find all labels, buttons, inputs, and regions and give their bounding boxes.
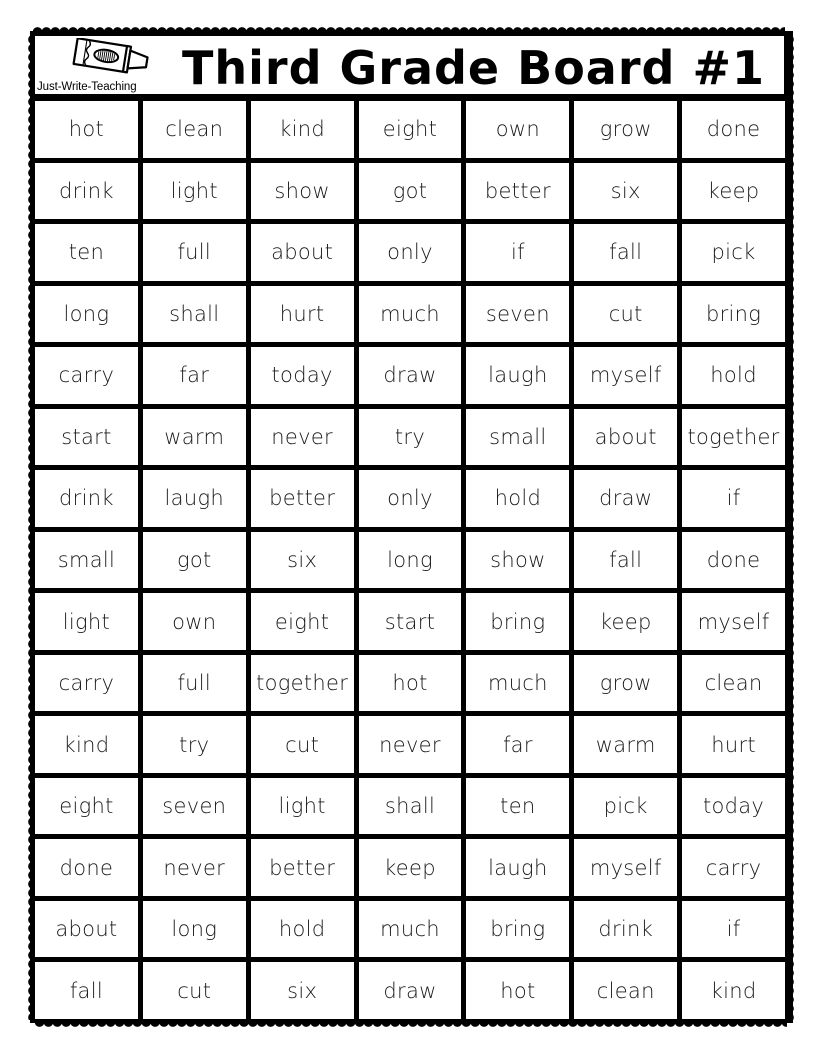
word-cell[interactable]: about [35, 901, 138, 958]
word-cell[interactable]: better [251, 470, 354, 527]
word-cell[interactable]: kind [35, 716, 138, 773]
word-cell[interactable]: myself [574, 347, 677, 404]
word-cell[interactable]: about [574, 409, 677, 466]
word-cell[interactable]: cut [251, 716, 354, 773]
word-cell[interactable]: start [359, 593, 462, 650]
word-cell[interactable]: if [682, 470, 785, 527]
word-cell[interactable]: carry [35, 347, 138, 404]
word-cell[interactable]: eight [251, 593, 354, 650]
word-cell[interactable]: hold [466, 470, 569, 527]
word-cell[interactable]: draw [359, 347, 462, 404]
word-cell[interactable]: small [35, 532, 138, 589]
word-cell[interactable]: much [359, 901, 462, 958]
word-cell[interactable]: carry [35, 655, 138, 712]
word-cell[interactable]: show [466, 532, 569, 589]
word-cell[interactable]: if [466, 224, 569, 281]
word-cell[interactable]: pick [682, 224, 785, 281]
word-cell[interactable]: fall [35, 962, 138, 1019]
word-cell[interactable]: kind [682, 962, 785, 1019]
word-cell[interactable]: seven [466, 286, 569, 343]
word-cell[interactable]: laugh [466, 839, 569, 896]
word-cell[interactable]: long [35, 286, 138, 343]
word-cell[interactable]: fall [574, 532, 677, 589]
word-cell[interactable]: keep [682, 163, 785, 220]
word-cell[interactable]: hold [251, 901, 354, 958]
word-cell[interactable]: keep [359, 839, 462, 896]
word-cell[interactable]: if [682, 901, 785, 958]
word-cell[interactable]: show [251, 163, 354, 220]
word-cell[interactable]: done [682, 532, 785, 589]
word-cell[interactable]: done [35, 839, 138, 896]
word-grid [35, 101, 785, 1019]
word-cell[interactable]: bring [466, 901, 569, 958]
word-cell[interactable]: together [682, 409, 785, 466]
word-cell[interactable]: shall [143, 286, 246, 343]
board-header [34, 35, 785, 95]
word-cell[interactable]: light [251, 778, 354, 835]
word-cell[interactable]: own [466, 101, 569, 158]
word-cell[interactable]: hot [359, 655, 462, 712]
word-cell[interactable]: carry [682, 839, 785, 896]
word-cell[interactable]: cut [574, 286, 677, 343]
word-cell[interactable]: together [251, 655, 354, 712]
word-cell[interactable]: clean [574, 962, 677, 1019]
word-cell[interactable]: hot [466, 962, 569, 1019]
word-cell[interactable]: drink [35, 470, 138, 527]
word-cell[interactable]: never [359, 716, 462, 773]
word-cell[interactable]: cut [143, 962, 246, 1019]
word-cell[interactable]: myself [682, 593, 785, 650]
word-cell[interactable]: shall [359, 778, 462, 835]
word-cell[interactable]: warm [143, 409, 246, 466]
word-cell[interactable]: laugh [143, 470, 246, 527]
word-cell[interactable]: kind [251, 101, 354, 158]
word-cell[interactable]: full [143, 655, 246, 712]
word-cell[interactable]: hold [682, 347, 785, 404]
word-cell[interactable]: clean [682, 655, 785, 712]
word-cell[interactable]: hurt [251, 286, 354, 343]
word-cell[interactable]: only [359, 470, 462, 527]
page-title: Third Grade Board #1 [181, 41, 766, 95]
word-cell[interactable]: draw [574, 470, 677, 527]
word-cell[interactable]: far [143, 347, 246, 404]
word-cell[interactable]: hurt [682, 716, 785, 773]
word-cell[interactable]: better [466, 163, 569, 220]
word-cell[interactable]: seven [143, 778, 246, 835]
word-cell[interactable]: eight [359, 101, 462, 158]
word-cell[interactable]: fall [574, 224, 677, 281]
word-cell[interactable]: start [35, 409, 138, 466]
word-cell[interactable]: six [251, 962, 354, 1019]
word-cell[interactable]: try [143, 716, 246, 773]
word-cell[interactable]: better [251, 839, 354, 896]
word-cell[interactable]: try [359, 409, 462, 466]
word-cell[interactable]: hot [35, 101, 138, 158]
word-cell[interactable]: light [35, 593, 138, 650]
word-cell[interactable]: six [574, 163, 677, 220]
word-cell[interactable]: small [466, 409, 569, 466]
word-cell[interactable]: got [143, 532, 246, 589]
word-cell[interactable]: long [359, 532, 462, 589]
word-cell[interactable]: clean [143, 101, 246, 158]
word-cell[interactable]: keep [574, 593, 677, 650]
word-cell[interactable]: never [251, 409, 354, 466]
word-cell[interactable]: drink [35, 163, 138, 220]
word-cell[interactable]: pick [574, 778, 677, 835]
word-cell[interactable]: today [251, 347, 354, 404]
word-cell[interactable]: draw [359, 962, 462, 1019]
word-cell[interactable]: never [143, 839, 246, 896]
word-cell[interactable]: bring [466, 593, 569, 650]
word-cell[interactable]: ten [35, 224, 138, 281]
word-cell[interactable]: laugh [466, 347, 569, 404]
word-cell[interactable]: light [143, 163, 246, 220]
word-cell[interactable]: eight [35, 778, 138, 835]
word-cell[interactable]: got [359, 163, 462, 220]
word-cell[interactable]: only [359, 224, 462, 281]
word-cell[interactable]: own [143, 593, 246, 650]
word-cell[interactable]: myself [574, 839, 677, 896]
word-cell[interactable]: drink [574, 901, 677, 958]
brand-name: Just-Write-Teaching [37, 81, 137, 93]
word-cell[interactable]: much [466, 655, 569, 712]
word-cell[interactable]: today [682, 778, 785, 835]
word-cell[interactable]: full [143, 224, 246, 281]
word-cell[interactable]: six [251, 532, 354, 589]
word-cell[interactable]: much [359, 286, 462, 343]
word-cell[interactable]: grow [574, 655, 677, 712]
word-cell[interactable]: about [251, 224, 354, 281]
word-cell[interactable]: bring [682, 286, 785, 343]
word-cell[interactable]: done [682, 101, 785, 158]
word-cell[interactable]: grow [574, 101, 677, 158]
word-cell[interactable]: warm [574, 716, 677, 773]
word-cell[interactable]: ten [466, 778, 569, 835]
word-cell[interactable]: far [466, 716, 569, 773]
word-cell[interactable]: long [143, 901, 246, 958]
